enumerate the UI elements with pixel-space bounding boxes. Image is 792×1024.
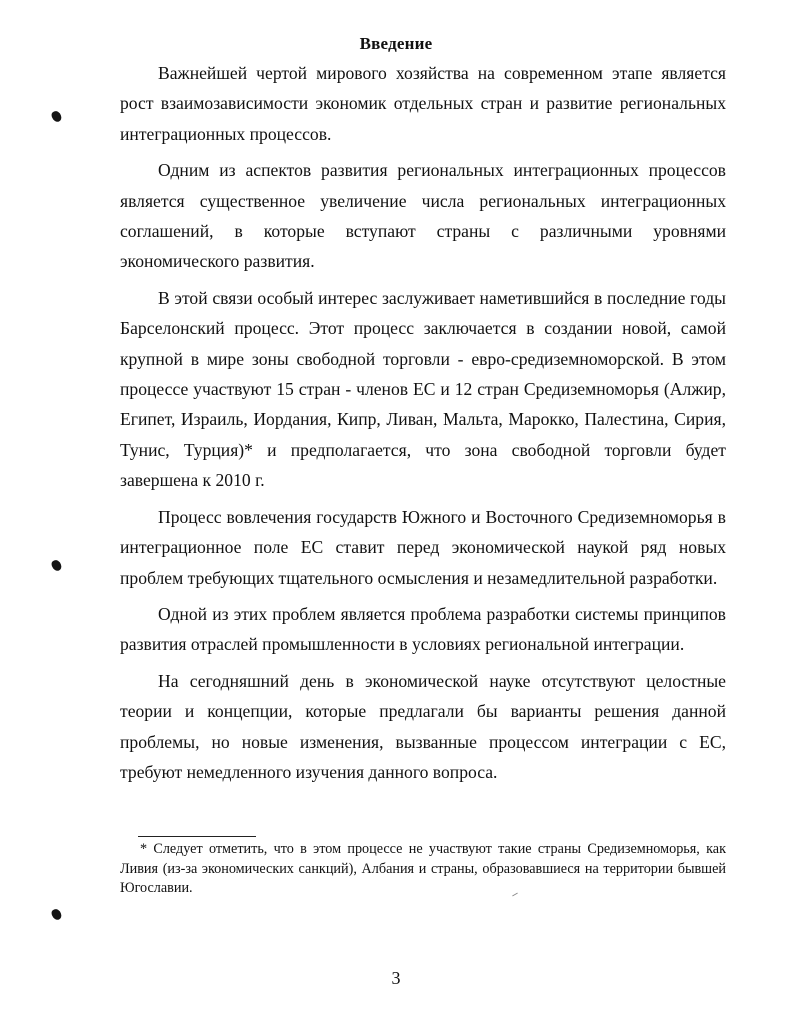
footnote: * Следует отметить, что в этом процессе не участвуют такие страны Средиземноморья, как Ливия (из-за экономических санкций), Албания и страны, образовавшиеся на территории бывшей Югославии. xyxy=(120,841,726,896)
paragraph-5: Одной из этих проблем является проблема разработки системы принципов развития отраслей промышленности в условиях региональной интеграции. xyxy=(120,603,726,655)
paragraph-1: Важнейшей чертой мирового хозяйства на современном этапе является рост взаимозависимости экономик отдельных стран и развитие региональных интеграционных процессов. xyxy=(120,63,726,144)
page-title: Введение xyxy=(359,34,433,53)
paragraph-4: Процесс вовлечения государств Южного и Восточного Средиземноморья в интеграционное поле ЕС ставит перед экономической наукой ряд новых проблем требующих тщательного осмысления и незамедлительной разработки. xyxy=(120,506,726,588)
punch-hole-mark xyxy=(50,559,62,572)
body-text xyxy=(120,58,726,787)
paragraph-3: В этой связи особый интерес заслуживает наметившийся в последние годы Барселонский процесс. Этот процесс заключается в создании новой, самой крупной в мире зоны свободной торговли - евро-средиземноморской. В этом процессе участвуют 15 стран - членов ЕС и 12 стран Средиземноморья (Алжир, Египет, Израиль, Иордания, Кипр, Ливан, Мальта, Марокко, Палестина, Сирия, Тунис, Турция)* и предполагается, что зона свободной торговли будет завершена к 2010 г. xyxy=(120,287,726,491)
page-number: 3 xyxy=(391,968,401,988)
punch-hole-mark xyxy=(50,908,62,921)
footnote-separator xyxy=(138,836,256,837)
paragraph-6: На сегодняшний день в экономической науке отсутствуют целостные теории и концепции, которые предлагали бы варианты решения данной проблемы, но новые изменения, вызванные процессом интеграции с ЕС, требуют немедленного изучения данного вопроса. xyxy=(120,670,726,782)
punch-hole-mark xyxy=(50,110,62,123)
paragraph-2: Одним из аспектов развития региональных интеграционных процессов является существенное увеличение числа региональных интеграционных соглашений, в которые вступают страны с различными уровнями экономического развития. xyxy=(120,160,726,272)
